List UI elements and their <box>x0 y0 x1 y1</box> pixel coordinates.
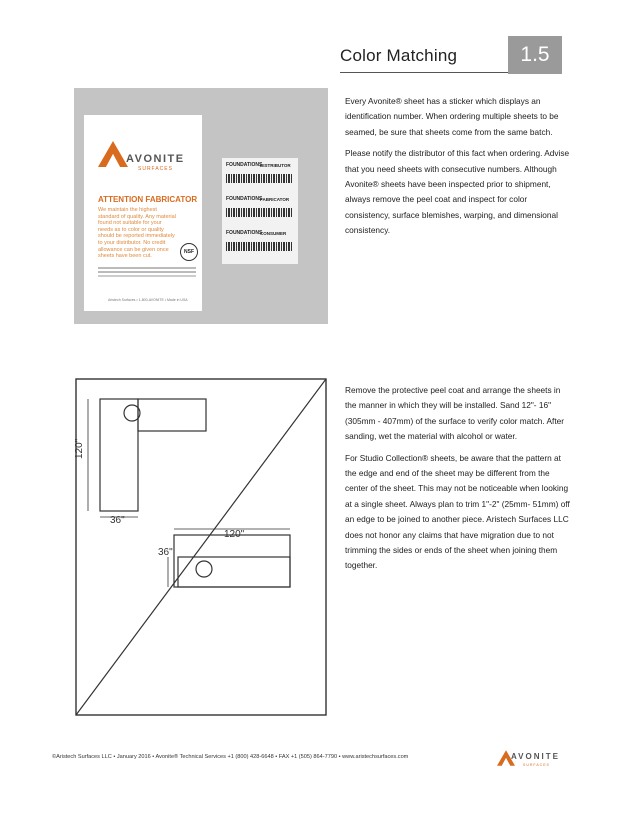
avonite-logo-icon <box>98 141 128 167</box>
label-kind: DISTRIBUTOR <box>260 163 291 168</box>
section-number-badge: 1.5 <box>508 36 562 74</box>
page-title: Color Matching <box>340 46 458 65</box>
card-heading: ATTENTION FABRICATOR <box>98 195 198 204</box>
label-consumer <box>226 230 294 258</box>
section2-text <box>345 383 570 580</box>
barcode-labels <box>222 158 298 264</box>
section1-text <box>345 94 570 245</box>
dim-label-v120: 120" <box>74 438 85 459</box>
paragraph: For Studio Collection® sheets, be aware that the pattern at the edge and end of the sheet may be different from the center of the sheet. This may not be noticeable when looking at a single sheet. Always plan to trim 1"-2" (25mm- 51mm) off an edge to be joined to another piece. Aristech Surfaces LLC does not honor any claims that have migration due to not trimming the sides or ends of the sheet when joining them together. <box>345 452 570 571</box>
header-rule <box>340 72 508 73</box>
dim-label-h120: 120" <box>224 529 245 540</box>
paragraph: Remove the protective peel coat and arrange the sheets in the manner in which they will be installed. Sand 12"- 16" (305mm - 407mm) of the surface to verify color match. After sanding, wet the material with alcohol or water. <box>345 385 565 442</box>
card-brand-sub: SURFACES <box>138 166 173 172</box>
footer-text: ©Aristech Surfaces LLC • January 2016 • Avonite® Technical Services +1 (800) 428-6648 • FAX +1 (505) 864-7790 • www.aristechsurfaces.com <box>52 754 409 760</box>
barcode-icon <box>226 242 292 251</box>
dim-label-36-top: 36" <box>110 515 125 526</box>
sheet-layout-diagram <box>74 377 328 717</box>
paragraph: Please notify the distributor of this fact when ordering. Advise that you need sheets with consecutive numbers. Although Avonite® sheets have been inspected prior to shipment, always remove the peel coat and inspect for color consistency, surface blemishes, warping, and dimensional consistency. <box>345 148 570 236</box>
label-distributor <box>226 162 294 190</box>
nsf-seal: NSF <box>180 243 198 261</box>
card-fine-print <box>98 267 196 269</box>
footer-logo-word: AVONITE <box>511 752 560 761</box>
label-fabricator <box>226 196 294 224</box>
footer-logo <box>497 748 561 772</box>
label-kind: FABRICATOR <box>260 197 290 202</box>
label-brand: FOUNDATIONS <box>226 162 263 168</box>
barcode-icon <box>226 174 292 183</box>
attention-fabricator-card <box>84 115 202 311</box>
card-footer: Aristech Surfaces • 1-800-AVONITE • Made in USA <box>108 298 188 302</box>
barcode-icon <box>226 208 292 217</box>
card-body: We maintain the highest standard of quality. Any material found not suitable for your needs as to color or quality should be reported immediately to your distributor. No credit allowance can be given once sheets have been cut. <box>98 207 176 260</box>
sticker-photo <box>74 88 328 324</box>
label-brand: FOUNDATIONS <box>226 230 263 236</box>
dim-label-36-side: 36" <box>158 547 173 558</box>
label-kind: CONSUMER <box>260 231 287 236</box>
label-brand: FOUNDATIONS <box>226 196 263 202</box>
paragraph: Every Avonite® sheet has a sticker which displays an identification number. When ordering multiple sheets to be seamed, be sure that sheets come from the same batch. <box>345 96 559 137</box>
card-brand: AVONITE <box>126 153 185 165</box>
footer-logo-sub: SURFACES <box>523 763 550 767</box>
